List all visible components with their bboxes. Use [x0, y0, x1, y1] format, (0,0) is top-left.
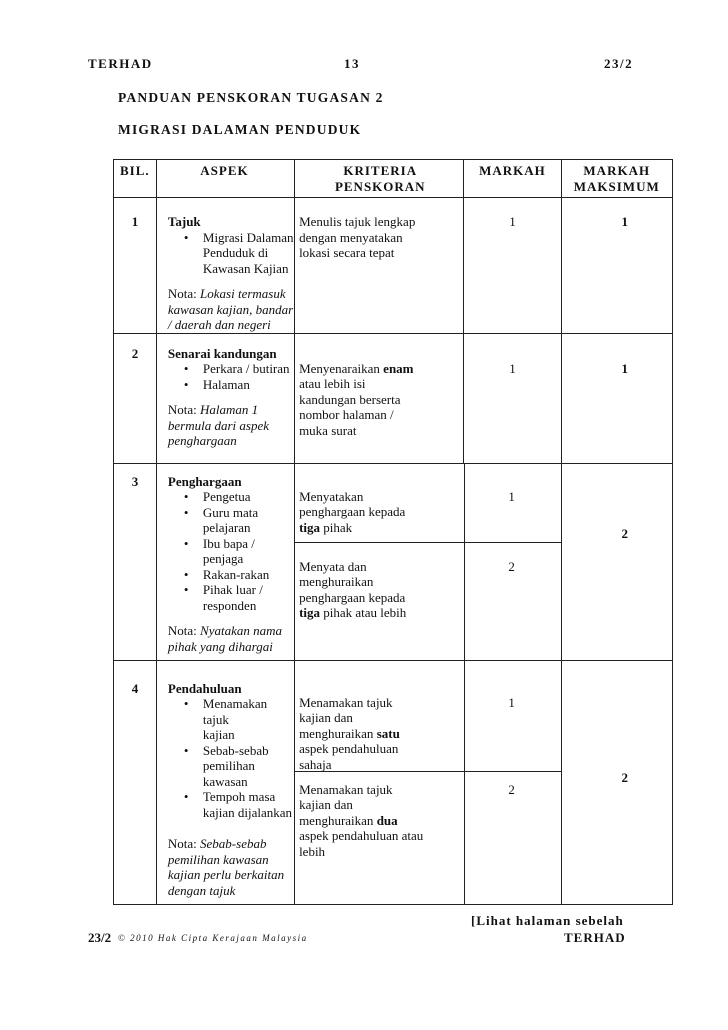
- list-item: • Rakan-rakan: [168, 567, 294, 583]
- col-markah-maksimum: [561, 160, 673, 198]
- maksimum-value: 1: [561, 333, 673, 463]
- kriteria-split: [295, 660, 561, 904]
- maksimum-value: 2: [561, 463, 673, 660]
- document-subtitle: MIGRASI DALAMAN PENDUDUK: [118, 122, 362, 137]
- list-item-cont: responden: [202, 597, 257, 613]
- col-kriteria-line2: PENSKORAN: [334, 178, 426, 194]
- list-item: • Guru mata: [168, 505, 294, 521]
- row-number: 3: [114, 463, 157, 660]
- markah-value: 1: [464, 333, 561, 463]
- list-item: • Ibu bapa / penjaga: [168, 536, 294, 567]
- note: Nota: Nyatakan nama pihak yang dihargai: [167, 623, 282, 654]
- page-number: 13: [344, 56, 360, 71]
- list-item: • Perkara / butiran: [168, 361, 294, 377]
- aspek-cell: Senarai kandungan • Perkara / butiran • Halaman Nota: Halaman 1 bermula dari aspek penghargaan: [156, 333, 294, 463]
- kriteria-cell: Menamakan tajuk kajian dan menghuraikan satu aspek pendahuluan sahaja: [299, 694, 400, 772]
- row-number: 1: [114, 198, 157, 334]
- header-right: 23/2: [604, 56, 634, 71]
- markah-value: 1: [464, 198, 561, 334]
- list-item-cont: Kawasan Kajian: [202, 260, 289, 276]
- row-number: 2: [114, 333, 157, 463]
- col-aspek: ASPEK: [156, 160, 294, 198]
- aspek-cell: [156, 198, 294, 334]
- kriteria-split: [295, 463, 561, 660]
- list-item-cont: pelajaran: [202, 520, 251, 535]
- list-item-cont: kajian: [202, 727, 235, 742]
- kriteria-cell: Menyatakan penghargaan kepada tiga pihak: [299, 488, 406, 535]
- col-bil: BIL.: [114, 160, 157, 198]
- list-item: • Menamakan tajuk: [168, 696, 294, 727]
- document-title: PANDUAN PENSKORAN TUGASAN 2: [118, 90, 384, 105]
- kriteria-cell: Menamakan tajuk kajian dan menghuraikan dua aspek pendahuluan atau lebih: [299, 781, 424, 859]
- col-max-line1: MARKAH: [583, 163, 651, 178]
- note: Nota: Lokasi termasuk kawasan kajian, bandar / daerah dan negeri: [167, 286, 294, 332]
- markah-value: 2: [464, 772, 558, 904]
- footer-code: 23/2: [88, 930, 112, 945]
- note: Nota: Halaman 1 bermula dari aspek penghargaan: [167, 402, 269, 448]
- list-item-cont: pemilihan kawasan: [202, 758, 255, 789]
- table-row: [114, 463, 673, 660]
- markah-value: 2: [464, 543, 558, 660]
- copyright: © 2010 Hak Cipta Kerajaan Malaysia: [118, 933, 308, 943]
- row-number: 4: [114, 660, 157, 904]
- aspek-cell: Penghargaan • Pengetua • Guru mata pelajaran • Ibu bapa / penjaga • Rakan-rakan • Pihak luar / responden Nota: Nyatakan nama pihak yang dihargai: [156, 463, 294, 660]
- list-item: • Tempoh masa: [168, 789, 294, 805]
- table-row: [114, 198, 673, 334]
- footer-terhad: TERHAD: [564, 930, 626, 945]
- list-item: • Pengetua: [168, 489, 294, 505]
- markah-value: 1: [464, 464, 558, 542]
- kriteria-cell: Menyenaraikan enam atau lebih isi kandungan berserta nombor halaman / muka surat: [295, 333, 464, 463]
- note: Nota: Sebab-sebab pemilihan kawasan kajian perlu berkaitan dengan tajuk: [167, 836, 285, 898]
- list-item: • Sebab-sebab: [168, 743, 294, 759]
- markah-value: 1: [464, 661, 558, 771]
- header-left: TERHAD: [88, 56, 153, 71]
- list-item-cont: Penduduk di: [202, 245, 269, 260]
- col-markah: MARKAH: [464, 160, 561, 198]
- list-item-cont: kajian dijalankan: [202, 804, 293, 820]
- maksimum-value: 2: [561, 660, 673, 904]
- kriteria-cell: Menulis tajuk lengkap dengan menyatakan lokasi secara tepat: [295, 198, 464, 334]
- list-item: • Migrasi Dalaman: [168, 230, 294, 246]
- aspek-cell: Pendahuluan • Menamakan tajuk kajian • Sebab-sebab pemilihan kawasan • Tempoh masa kajian dijalankan Nota: Sebab-sebab pemilihan kawasan kajian perlu berkaitan dengan tajuk: [156, 660, 294, 904]
- list-item: • Halaman: [168, 377, 294, 393]
- table-row: [114, 660, 673, 904]
- table-row: [114, 333, 673, 463]
- col-kriteria: [295, 160, 464, 198]
- col-kriteria-line1: KRITERIA: [343, 163, 418, 178]
- aspek-title: Tajuk: [167, 214, 201, 229]
- scoring-table: [113, 159, 673, 905]
- kriteria-cell: Menyata dan menghuraikan penghargaan kepada tiga pihak atau lebih: [299, 558, 407, 620]
- col-max-line2: MAKSIMUM: [573, 178, 660, 194]
- maksimum-value: 1: [561, 198, 673, 334]
- list-item: • Pihak luar /: [168, 582, 294, 598]
- see-next-page: [Lihat halaman sebelah: [471, 913, 624, 928]
